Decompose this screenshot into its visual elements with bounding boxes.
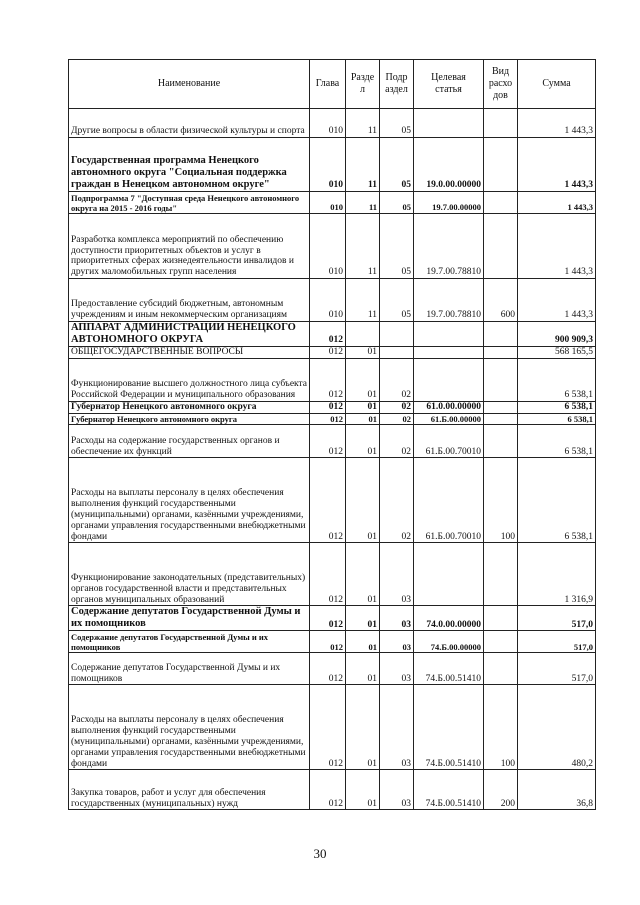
cell-section: 01: [346, 685, 380, 770]
cell-target: 74.Б.00.51410: [414, 653, 484, 685]
cell-expense-type: [484, 109, 518, 138]
cell-amount: 6 538,1: [518, 413, 596, 425]
cell-target: 61.Б.00.70010: [414, 425, 484, 458]
cell-section: 01: [346, 770, 380, 810]
cell-name: Функционирование законодательных (представительных) органов государственной власти и представительных органов муниципальных образований: [69, 543, 310, 606]
cell-chapter: 010: [310, 192, 346, 214]
cell-subsection: [380, 347, 414, 359]
cell-chapter: 012: [310, 685, 346, 770]
cell-expense-type: [484, 214, 518, 279]
cell-chapter: 012: [310, 543, 346, 606]
cell-section: 11: [346, 109, 380, 138]
cell-subsection: 02: [380, 413, 414, 425]
cell-subsection: 03: [380, 653, 414, 685]
cell-expense-type: [484, 401, 518, 413]
header-amount: Сумма: [518, 60, 596, 109]
cell-section: [346, 322, 380, 347]
cell-section: 01: [346, 413, 380, 425]
cell-name: Содержание депутатов Государственной Думы и их помощников: [69, 606, 310, 631]
cell-expense-type: [484, 653, 518, 685]
cell-target: 61.0.00.00000: [414, 401, 484, 413]
cell-section: 01: [346, 347, 380, 359]
cell-expense-type: 100: [484, 458, 518, 543]
cell-amount: 6 538,1: [518, 425, 596, 458]
cell-amount: 568 165,5: [518, 347, 596, 359]
table-row: [69, 413, 596, 425]
cell-section: 01: [346, 425, 380, 458]
cell-target: [414, 109, 484, 138]
cell-amount: 480,2: [518, 685, 596, 770]
cell-amount: 1 443,3: [518, 279, 596, 322]
header-chapter: Глава: [310, 60, 346, 109]
cell-subsection: 05: [380, 109, 414, 138]
cell-name: Подпрограмма 7 "Доступная среда Ненецкого автономного округа на 2015 - 2016 годы": [69, 192, 310, 214]
cell-name: Содержание депутатов Государственной Думы и их помощников: [69, 631, 310, 653]
cell-subsection: 03: [380, 543, 414, 606]
cell-amount: 517,0: [518, 653, 596, 685]
cell-section: 01: [346, 653, 380, 685]
table-row: [69, 685, 596, 770]
cell-section: 11: [346, 279, 380, 322]
cell-target: 74.Б.00.51410: [414, 770, 484, 810]
cell-section: 11: [346, 192, 380, 214]
cell-name: ОБЩЕГОСУДАРСТВЕННЫЕ ВОПРОСЫ: [69, 347, 310, 359]
cell-target: [414, 543, 484, 606]
table-row: [69, 458, 596, 543]
table-row: [69, 192, 596, 214]
cell-amount: 1 443,3: [518, 192, 596, 214]
table-row: [69, 425, 596, 458]
cell-subsection: 02: [380, 358, 414, 401]
cell-name: Содержание депутатов Государственной Думы и их помощников: [69, 653, 310, 685]
table-row: [69, 401, 596, 413]
cell-section: 01: [346, 358, 380, 401]
cell-section: 01: [346, 543, 380, 606]
cell-expense-type: [484, 347, 518, 359]
header-row: [69, 60, 596, 109]
header-subsection: Подр аздел: [380, 60, 414, 109]
table-row: [69, 358, 596, 401]
cell-chapter: 010: [310, 279, 346, 322]
cell-expense-type: [484, 425, 518, 458]
cell-amount: 1 443,3: [518, 138, 596, 192]
cell-chapter: 012: [310, 347, 346, 359]
cell-name: АППАРАТ АДМИНИСТРАЦИИ НЕНЕЦКОГО АВТОНОМНОГО ОКРУГА: [69, 322, 310, 347]
table-row: [69, 322, 596, 347]
cell-name: Предоставление субсидий бюджетным, автономным учреждениям и иным некоммерческим организациям: [69, 279, 310, 322]
header-target: Целевая статья: [414, 60, 484, 109]
table-row: [69, 347, 596, 359]
cell-name: Расходы на содержание государственных органов и обеспечение их функций: [69, 425, 310, 458]
cell-name: Расходы на выплаты персоналу в целях обеспечения выполнения функций государственными (муниципальными) органами, казёнными учреждениями, органами управления государственными внебюджетными фондами: [69, 458, 310, 543]
cell-expense-type: [484, 606, 518, 631]
cell-chapter: 012: [310, 770, 346, 810]
cell-expense-type: 600: [484, 279, 518, 322]
cell-subsection: 05: [380, 214, 414, 279]
cell-expense-type: [484, 358, 518, 401]
cell-chapter: 010: [310, 214, 346, 279]
table-row: [69, 770, 596, 810]
cell-subsection: 05: [380, 192, 414, 214]
cell-expense-type: [484, 138, 518, 192]
cell-subsection: 03: [380, 770, 414, 810]
cell-amount: 6 538,1: [518, 458, 596, 543]
cell-name: Функционирование высшего должностного лица субъекта Российской Федерации и муниципального образования: [69, 358, 310, 401]
cell-chapter: 012: [310, 358, 346, 401]
cell-subsection: 02: [380, 401, 414, 413]
cell-chapter: 010: [310, 109, 346, 138]
cell-amount: 517,0: [518, 631, 596, 653]
cell-target: [414, 358, 484, 401]
cell-target: 19.7.00.78810: [414, 279, 484, 322]
cell-target: 74.Б.00.51410: [414, 685, 484, 770]
cell-subsection: 02: [380, 425, 414, 458]
cell-amount: 36,8: [518, 770, 596, 810]
cell-target: 19.7.00.00000: [414, 192, 484, 214]
cell-chapter: 012: [310, 413, 346, 425]
cell-amount: 900 909,3: [518, 322, 596, 347]
cell-chapter: 012: [310, 458, 346, 543]
cell-name: Губернатор Ненецкого автономного округа: [69, 413, 310, 425]
cell-expense-type: [484, 631, 518, 653]
cell-section: 01: [346, 631, 380, 653]
cell-name: Губернатор Ненецкого автономного округа: [69, 401, 310, 413]
cell-subsection: 05: [380, 138, 414, 192]
cell-section: 01: [346, 606, 380, 631]
cell-expense-type: [484, 543, 518, 606]
cell-subsection: 03: [380, 631, 414, 653]
cell-target: 74.0.00.00000: [414, 606, 484, 631]
budget-table: [68, 59, 596, 810]
cell-subsection: 05: [380, 279, 414, 322]
table-row: [69, 606, 596, 631]
cell-section: 01: [346, 401, 380, 413]
cell-amount: 1 316,9: [518, 543, 596, 606]
cell-section: 11: [346, 214, 380, 279]
cell-subsection: 02: [380, 458, 414, 543]
header-name: Наименование: [69, 60, 310, 109]
table-row: [69, 279, 596, 322]
page-number: 30: [313, 846, 327, 861]
cell-chapter: 012: [310, 631, 346, 653]
cell-subsection: 03: [380, 606, 414, 631]
cell-chapter: 010: [310, 138, 346, 192]
cell-expense-type: [484, 413, 518, 425]
cell-expense-type: [484, 322, 518, 347]
cell-amount: 6 538,1: [518, 358, 596, 401]
cell-subsection: [380, 322, 414, 347]
cell-chapter: 012: [310, 322, 346, 347]
cell-section: 11: [346, 138, 380, 192]
cell-expense-type: 200: [484, 770, 518, 810]
cell-target: 74.Б.00.00000: [414, 631, 484, 653]
cell-target: 61.Б.00.00000: [414, 413, 484, 425]
cell-name: Другие вопросы в области физической культуры и спорта: [69, 109, 310, 138]
cell-chapter: 012: [310, 606, 346, 631]
cell-expense-type: [484, 192, 518, 214]
cell-target: 19.0.00.00000: [414, 138, 484, 192]
cell-name: Государственная программа Ненецкого автономного округа "Социальная поддержка граждан в Ненецком автономном округе": [69, 138, 310, 192]
header-expense-type: Вид расхо дов: [484, 60, 518, 109]
table-row: [69, 214, 596, 279]
cell-name: Закупка товаров, работ и услуг для обеспечения государственных (муниципальных) нужд: [69, 770, 310, 810]
header-section: Разде л: [346, 60, 380, 109]
cell-name: Расходы на выплаты персоналу в целях обеспечения выполнения функций государственными (муниципальными) органами, казёнными учреждениями, органами управления государственными внебюджетными фондами: [69, 685, 310, 770]
cell-subsection: 03: [380, 685, 414, 770]
cell-chapter: 012: [310, 401, 346, 413]
cell-amount: 1 443,3: [518, 109, 596, 138]
cell-expense-type: 100: [484, 685, 518, 770]
table-row: [69, 653, 596, 685]
table-row: [69, 631, 596, 653]
cell-target: 61.Б.00.70010: [414, 458, 484, 543]
cell-target: [414, 347, 484, 359]
table-row: [69, 109, 596, 138]
cell-target: 19.7.00.78810: [414, 214, 484, 279]
cell-section: 01: [346, 458, 380, 543]
cell-chapter: 012: [310, 425, 346, 458]
cell-amount: 1 443,3: [518, 214, 596, 279]
cell-target: [414, 322, 484, 347]
cell-name: Разработка комплекса мероприятий по обеспечению доступности приоритетных объектов и услуг в приоритетных сферах жизнедеятельности инвалидов и других маломобильных групп населения: [69, 214, 310, 279]
cell-amount: 517,0: [518, 606, 596, 631]
table-row: [69, 543, 596, 606]
cell-chapter: 012: [310, 653, 346, 685]
cell-amount: 6 538,1: [518, 401, 596, 413]
table-row: [69, 138, 596, 192]
